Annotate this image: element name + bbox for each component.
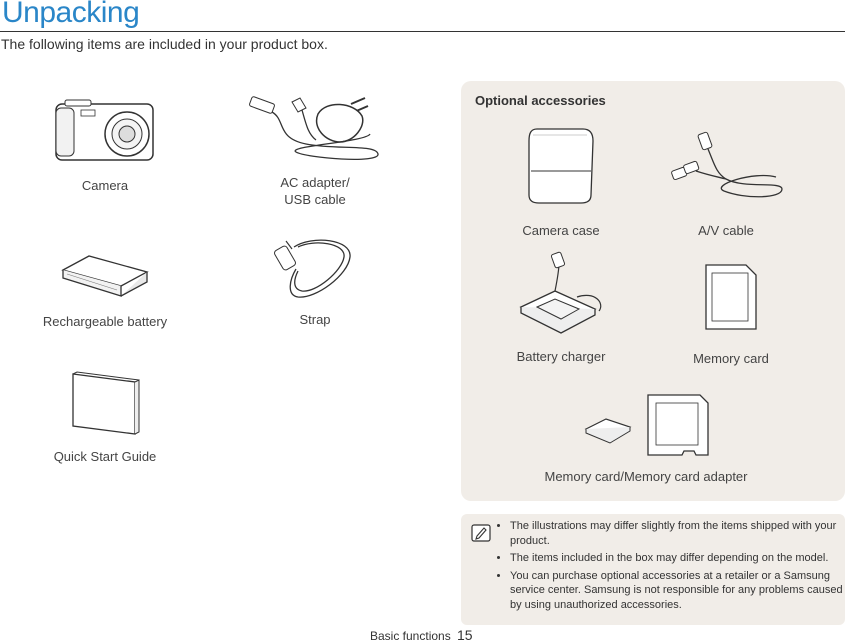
- ac-adapter-item: [245, 94, 385, 208]
- strap-icon: [272, 235, 358, 305]
- memory-card-label: Memory card: [693, 351, 769, 366]
- notes-list: [497, 519, 845, 615]
- battery-item: [30, 252, 180, 330]
- av-cable-item: [661, 129, 791, 239]
- guide-item: [40, 368, 170, 465]
- av-cable-label: A/V cable: [698, 223, 754, 238]
- battery-charger-item: [501, 251, 621, 365]
- note-item: • The items included in the box may differ depending on the model.: [510, 551, 845, 566]
- camera-case-label: Camera case: [522, 223, 600, 238]
- title-rule: [0, 31, 845, 32]
- optional-accessories-title: Optional accessories: [475, 93, 606, 108]
- memory-card-icon: [702, 261, 760, 333]
- note-item: • The illustrations may differ slightly from the items shipped with your product.: [510, 519, 845, 548]
- pencil-note-icon: [471, 524, 491, 547]
- strap-label: Strap: [299, 312, 331, 327]
- camera-item: [40, 98, 170, 194]
- camera-label: Camera: [81, 178, 129, 193]
- ac-adapter-icon: [246, 94, 384, 166]
- usb-cable-label: USB cable: [284, 192, 346, 207]
- camera-case-item: [501, 125, 621, 239]
- memory-adapter-icon: [580, 391, 712, 461]
- battery-charger-icon: [515, 251, 607, 337]
- battery-icon: [59, 252, 151, 304]
- page-number: 15: [457, 627, 473, 643]
- note-item: • You can purchase optional accessories at a retailer or a Samsung service center. Samsung is not responsible for any problems caused by using unauthorized accessories.: [510, 569, 845, 613]
- guide-label: Quick Start Guide: [53, 449, 157, 464]
- camera-icon: [53, 98, 157, 164]
- memory-card-item: [671, 261, 791, 367]
- strap-item: [270, 235, 360, 328]
- av-cable-icon: [664, 129, 788, 207]
- page-subtitle: The following items are included in your product box.: [1, 36, 328, 52]
- memory-adapter-item: [521, 391, 771, 485]
- optional-accessories-panel: [461, 81, 845, 501]
- page-title: Unpacking: [2, 0, 140, 29]
- footer-section: Basic functions: [370, 629, 451, 643]
- memory-adapter-label: Memory card/Memory card adapter: [544, 469, 748, 484]
- notes-box: [461, 514, 845, 625]
- battery-label: Rechargeable battery: [42, 314, 168, 329]
- ac-adapter-label: AC adapter/: [280, 175, 350, 190]
- guide-icon: [69, 368, 141, 438]
- camera-case-icon: [525, 125, 597, 207]
- battery-charger-label: Battery charger: [516, 349, 606, 364]
